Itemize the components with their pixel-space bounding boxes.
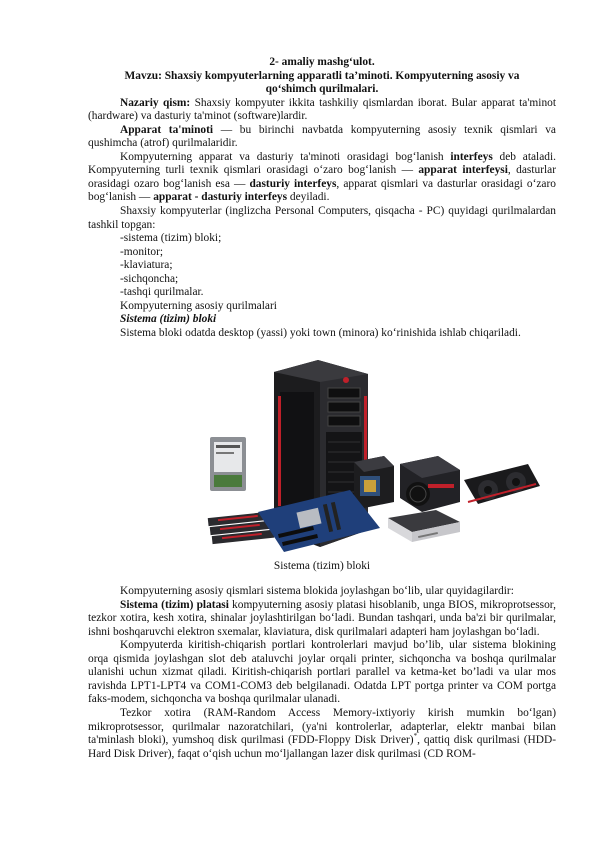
motherboard-text: kompyuterning asosiy platasi hisoblanib, unga BIOS, mikroprotsessor, tezkor xotira, kesh xotira, shinalar joylashtirilgan bo‘ladi. Bundan tashqari, unda ba'zi bir qurilmalar, ishni boshqaruvchi elektron sxemalar, klaviatura, disk qurilmalari adapteri ham joylashgan bo‘ladi. [88, 598, 556, 638]
components-intro: Kompyuterning asosiy qismlari sistema blokida joylashgan bo‘lib, ular quyidagilardir: [120, 585, 514, 598]
hardware-interface-term: apparat interfeysi [418, 164, 508, 177]
motherboard-lead: Sistema (tizim) platasi [120, 598, 229, 611]
interface-term: interfeys [450, 150, 493, 163]
interface-text-3: , dasturlar orasidagi ozaro bog‘lanish esa — [88, 164, 556, 190]
hard-disk-image [210, 437, 246, 491]
intro-lead: Nazariy qism: [120, 96, 191, 109]
interface-paragraph [88, 151, 556, 205]
topic-line-2: qo‘shimch qurilmalari. [265, 83, 379, 96]
list-item: -tashqi qurilmalar. [120, 286, 204, 299]
footnote-marker: * [413, 732, 418, 741]
software-interface-term: dasturiy interfeys [249, 177, 337, 190]
list-item: -sistema (tizim) bloki; [120, 232, 222, 245]
apparat-text: — bu birinchi navbatda kompyuterning asosiy texnik qismlari va qushimcha (atrof) qurilmalaridir. [88, 123, 556, 150]
ram-text-2: , qattiq disk qurilmasi (HDD-Hard Disk Driver), faqat o‘qish uchun mo‘ljallangan lazer disk qurilmasi (CD ROM- [88, 734, 556, 760]
figure-caption: Sistema (tizim) bloki [273, 560, 371, 573]
motherboard-paragraph [88, 599, 556, 640]
list-item: -sichqoncha; [120, 272, 179, 285]
intro-paragraph [88, 97, 556, 124]
hw-sw-interface-term: apparat - dasturiy interfeys [153, 191, 288, 204]
cpu-box-image [354, 456, 394, 508]
pc-paragraph: Shaxsiy kompyuterlar (inglizcha Personal Computers, qisqacha - PC) quyidagi qurilmalardan tashkil topgan: [88, 205, 556, 231]
ram-text-1: Tezkor xotira (RAM-Random Access Memory-ixtiyoriy kirish mumkin bo‘lgan) mikroprotsessor, qurilmalar nazoratchilari, (ya'ni kontrolerlar, adapterlar, elektr manbai bilan ta'minlash bloki), yumshoq disk qurilmasi (FDD-Floppy Disk Driver) [88, 706, 556, 747]
section-heading: Sistema (tizim) bloki [120, 313, 217, 326]
document-page [88, 0, 556, 761]
video-card-image [464, 464, 540, 504]
apparat-lead: Apparat ta'minoti [120, 123, 214, 136]
ports-paragraph: Kompyuterda kiritish-chiqarish portlari kontrolerlari mavjud bo’lib, ular sistema blokining orqa qismida joylashgan slot deb ataluvchi joylar orqali printer, sichqoncha va boshqa qurilmalar ulanishi uchun xizmat qiladi. Kiritish-chiqarish portlari parallel va ketma-ket bo’ladi va ular mos ravishda LPT1-LPT4 va COM1-COM3 deb belgilanadi. Odatda LPT portga printer va COM portga faks-modem, sichqoncha va boshqa qurilmalar ulanadi. [88, 639, 556, 706]
apparat-paragraph [88, 124, 556, 151]
list-item: -monitor; [120, 245, 164, 258]
system-unit-illustration [88, 352, 556, 557]
interface-text-5: deyiladi. [287, 191, 330, 204]
section-text: Sistema bloki odatda desktop (yassi) yoki town (minora) ko‘rinishida ishlab chiqariladi. [120, 326, 521, 339]
system-unit-figure [88, 352, 556, 557]
topic-line-1: Mavzu: Shaxsiy kompyuterlarning apparatli ta’minoti. Kompyuterning asosiy va [124, 69, 520, 82]
interface-text-2: deb ataladi. Kompyuterning turli texnik qismlari orasidagi o‘zaro bog‘lanish — [88, 150, 556, 177]
interface-text-1: Kompyuterning apparat va dasturiy ta'minoti orasidagi bog‘lanish [120, 150, 451, 163]
basic-parts-line: Kompyuterning asosiy qurilmalari [120, 299, 277, 312]
optical-drive-image [388, 510, 460, 542]
page-title: 2- amaliy mashg‘ulot. [269, 56, 375, 68]
list-item: -klaviatura; [120, 259, 173, 272]
power-supply-image [400, 456, 460, 512]
ram-paragraph [88, 707, 556, 761]
intro-text: Shaxsiy kompyuter ikkita tashkiliy qismlardan iborat. Bular apparat ta'minot (hardware) va dasturiy ta'minot (software)lardir. [88, 96, 556, 123]
interface-text-4: , apparat qismlari va dasturlar orasidagi o‘zaro bog‘lanish — [88, 177, 556, 204]
